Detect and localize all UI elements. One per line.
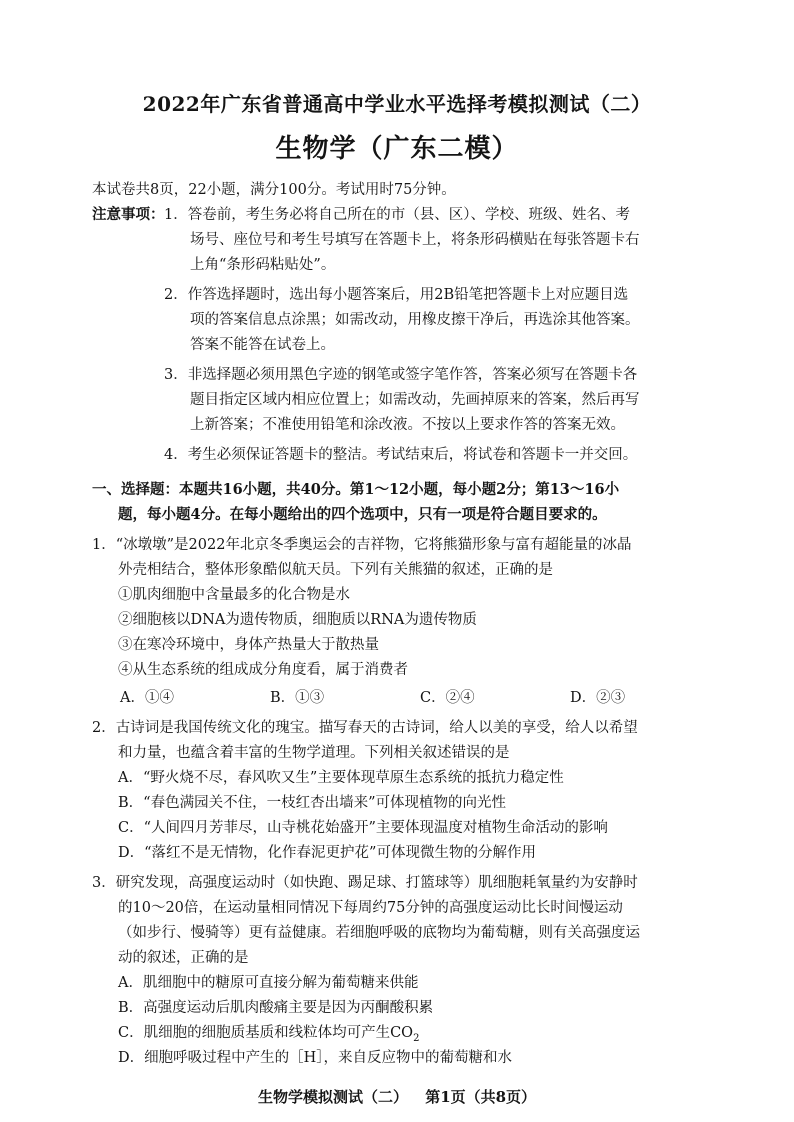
option-b: B．①③ — [270, 690, 325, 706]
question-2-option: B．“春色满园关不住，一枝红杏出墙来”可体现植物的向光性 — [118, 795, 506, 811]
footer-exam-name: 生物学模拟测试（二） — [257, 1088, 408, 1106]
question-2-option: A．“野火烧不尽，春风吹又生”主要体现草原生态系统的抵抗力稳定性 — [118, 770, 564, 786]
question-2-stem: 和力量，也蕴含着丰富的生物学道理。下列相关叙述错误的是 — [118, 745, 510, 761]
exam-intro: 本试卷共8页，22小题，满分100分。考试用时75分钟。 — [92, 182, 456, 198]
question-3-stem: （如步行、慢骑等）更有益健康。若细胞呼吸的底物均为葡萄糖，则有关高强度运 — [118, 925, 640, 941]
question-2-option: D．“落红不是无情物，化作春泥更护花”可体现微生物的分解作用 — [118, 845, 536, 861]
option-d: D．②③ — [570, 690, 626, 706]
question-3-option: D．细胞呼吸过程中产生的［H］，来自反应物中的葡萄糖和水 — [118, 1050, 513, 1066]
notice-label: 注意事项： — [92, 206, 165, 223]
question-1-statement: ①肌肉细胞中含量最多的化合物是水 — [118, 587, 350, 603]
footer-page-number: 第1页（共8页） — [425, 1088, 537, 1106]
section-heading: 题，每小题4分。在每小题给出的四个选项中，只有一项是符合题目要求的。 — [118, 506, 607, 523]
option-a: A．①④ — [120, 690, 174, 706]
notice-line: 上角“条形码粘贴处”。 — [190, 257, 336, 273]
co2-subscript: 2 — [413, 1032, 420, 1044]
question-3-option: B．高强度运动后肌肉酸痛主要是因为丙酮酸积累 — [118, 1000, 434, 1016]
notice-line: 上新答案；不准使用铅笔和涂改液。不按以上要求作答的答案无效。 — [190, 417, 625, 433]
question-1-statement: ③在寒冷环境中，身体产热量大于散热量 — [118, 637, 379, 653]
question-1-stem: 外壳相结合，整体形象酷似航天员。下列有关熊猫的叙述，正确的是 — [118, 562, 553, 578]
question-2-stem: 2．古诗词是我国传统文化的瑰宝。描写春天的古诗词，给人以美的享受，给人以希望 — [92, 720, 638, 736]
notice-line: 4．考生必须保证答题卡的整洁。考试结束后，将试卷和答题卡一并交回。 — [164, 447, 638, 463]
notice-line: 题目指定区域内相应位置上；如需改动，先画掉原来的答案，然后再写 — [190, 392, 640, 408]
question-3-stem: 动的叙述，正确的是 — [118, 950, 249, 966]
question-3-stem: 的10～20倍，在运动量相同情况下每周约75分钟的高强度运动比长时间慢运动 — [118, 900, 623, 916]
section-heading: 一、选择题：本题共16小题，共40分。第1～12小题，每小题2分；第13～16小 — [92, 481, 620, 498]
question-3-stem: 3．研究发现，高强度运动时（如快跑、踢足球、打篮球等）肌细胞耗氧量约为安静时 — [92, 875, 638, 891]
question-1-statement: ②细胞核以DNA为遗传物质，细胞质以RNA为遗传物质 — [118, 612, 477, 628]
option-c: C．②④ — [420, 690, 475, 706]
page-footer — [0, 1086, 794, 1107]
notice-line: 3．非选择题必须用黑色字迹的钢笔或签字笔作答，答案必须写在答题卡各 — [164, 367, 638, 383]
question-1-statement: ④从生态系统的组成成分角度看，属于消费者 — [118, 662, 408, 678]
notice-line: 答案不能答在试卷上。 — [190, 337, 335, 353]
notice-line: 2．作答选择题时，选出每小题答案后，用2B铅笔把答题卡上对应题目选 — [164, 287, 629, 303]
exam-title: 2022年广东省普通高中学业水平选择考模拟测试（二） — [142, 92, 652, 116]
notice-line: 场号、座位号和考生号填写在答题卡上，将条形码横贴在每张答题卡右 — [190, 232, 640, 248]
question-1-stem: 1．“冰墩墩”是2022年北京冬季奥运会的吉祥物，它将熊猫形象与富有超能量的冰晶 — [92, 537, 632, 553]
exam-subject: 生物学（广东二模） — [275, 134, 519, 164]
notice-line: 项的答案信息点涂黑；如需改动，用橡皮擦干净后，再选涂其他答案。 — [190, 312, 640, 328]
option-c-text: C．肌细胞的细胞质基质和线粒体均可产生CO — [118, 1025, 414, 1041]
question-2-option: C．“人间四月芳菲尽，山寺桃花始盛开”主要体现温度对植物生命活动的影响 — [118, 820, 608, 836]
question-3-option-c — [118, 1023, 419, 1049]
notice-line: 1．答卷前，考生务必将自己所在的市（县、区）、学校、班级、姓名、考 — [164, 207, 630, 223]
question-3-option: A．肌细胞中的糖原可直接分解为葡萄糖来供能 — [118, 975, 419, 991]
